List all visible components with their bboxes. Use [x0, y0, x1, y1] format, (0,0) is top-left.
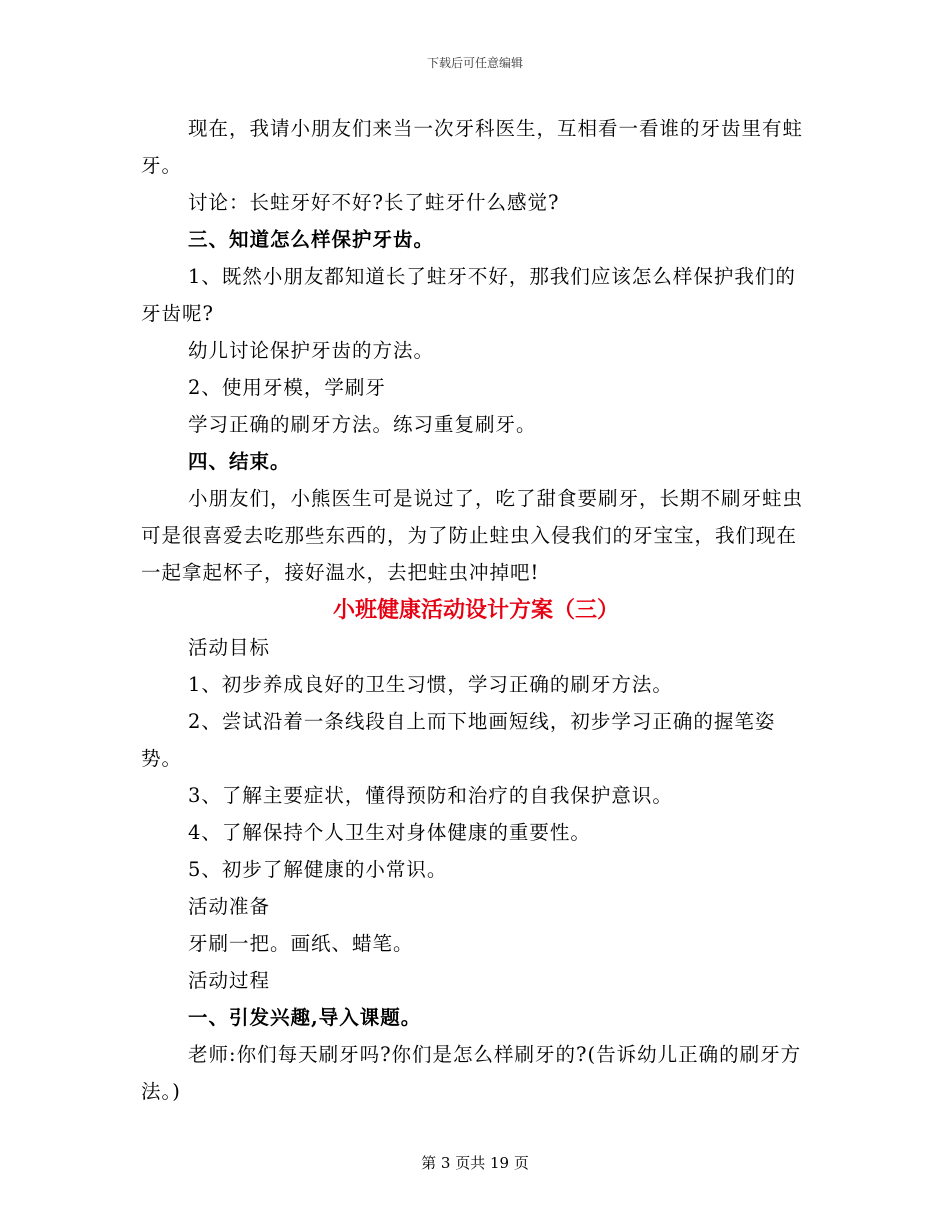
paragraph: 现在，我请小朋友们来当一次牙科医生，互相看一看谁的牙齿里有蛀牙。 — [141, 117, 804, 177]
section-teeth-protection — [141, 110, 811, 591]
paragraph: 讨论：长蛀牙好不好?长了蛀牙什么感觉? — [188, 191, 560, 214]
paragraph: 4、了解保持个人卫生对身体健康的重要性。 — [188, 821, 591, 844]
section-subheading: 一、引发兴趣,导入课题。 — [188, 1006, 422, 1029]
paragraph: 活动过程 — [188, 969, 271, 992]
section-subheading: 三、知道怎么样保护牙齿。 — [188, 228, 435, 251]
page-footer: 第 3 页共 19 页 — [421, 1154, 529, 1172]
paragraph: 小朋友们，小熊医生可是说过了，吃了甜食要刷牙，长期不刷牙蛀虫可是很喜爱去吃那些东西的，为了防止蛀虫入侵我们的牙宝宝，我们现在一起拿起杯子，接好温水，去把蛀虫冲掉吧! — [141, 487, 804, 584]
paragraph: 1、既然小朋友都知道长了蛀牙不好，那我们应该怎么样保护我们的牙齿呢? — [141, 265, 796, 325]
paragraph: 老师:你们每天刷牙吗?你们是怎么样刷牙的?(告诉幼儿正确的刷牙方法。) — [141, 1043, 802, 1103]
paragraph: 5、初步了解健康的小常识。 — [188, 858, 448, 881]
paragraph: 牙刷一把。画纸、蜡笔。 — [188, 932, 414, 955]
page-header: 下载后可任意编辑 — [426, 56, 523, 70]
section-subheading: 四、结束。 — [188, 450, 291, 473]
paragraph: 活动目标 — [188, 636, 271, 659]
paragraph: 活动准备 — [188, 895, 271, 918]
paragraph: 3、了解主要症状，懂得预防和治疗的自我保护意识。 — [188, 784, 673, 807]
document-body — [141, 110, 811, 1110]
section-activity-plan — [141, 629, 811, 1110]
paragraph: 学习正确的刷牙方法。练习重复刷牙。 — [188, 413, 537, 436]
paragraph: 1、初步养成良好的卫生习惯，学习正确的刷牙方法。 — [188, 673, 673, 696]
section-title: 小班健康活动设计方案（三） — [332, 597, 619, 623]
paragraph: 幼儿讨论保护牙齿的方法。 — [188, 339, 435, 362]
paragraph: 2、尝试沿着一条线段自上而下地画短线，初步学习正确的握笔姿势。 — [141, 710, 776, 770]
paragraph: 2、使用牙模，学刷牙 — [188, 376, 386, 399]
